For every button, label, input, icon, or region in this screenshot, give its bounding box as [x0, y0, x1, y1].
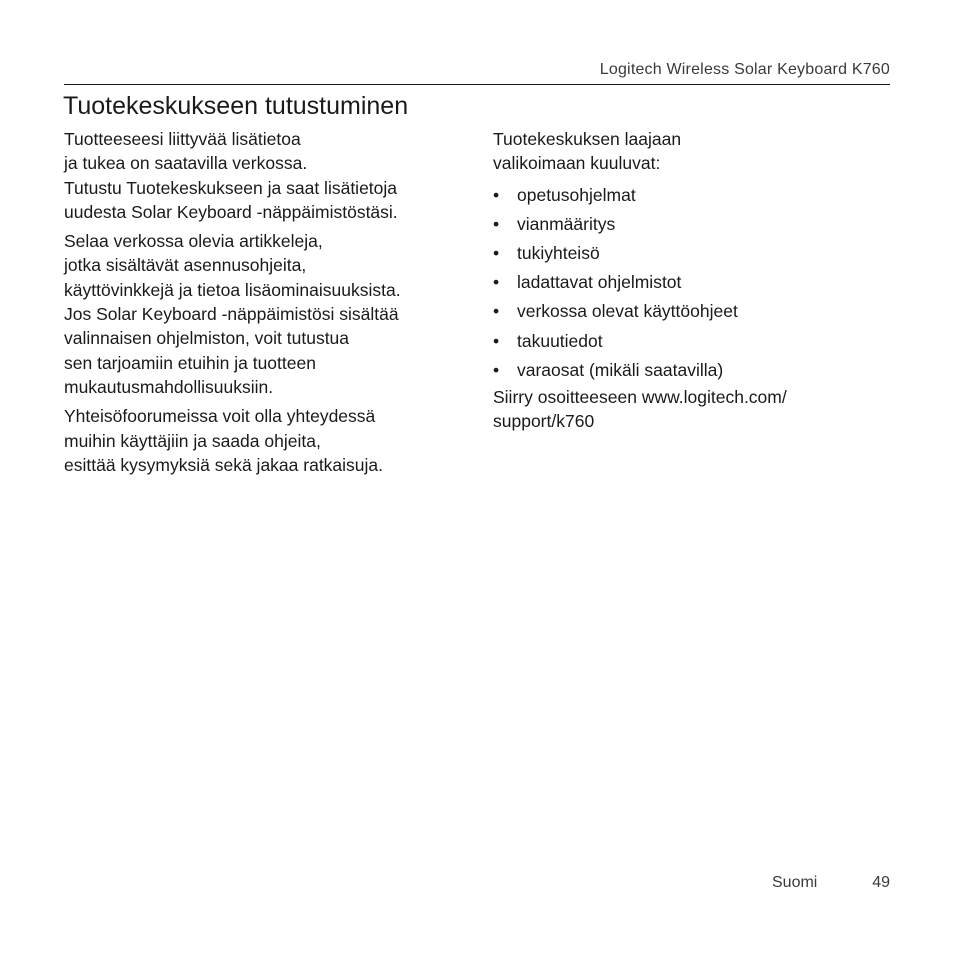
text-line: Tutustu Tuotekeskukseen ja saat lisätietoja — [64, 177, 398, 198]
page-number: 49 — [872, 874, 890, 891]
text-line: uudesta Solar Keyboard -näppäimistöstäsi. — [64, 201, 398, 222]
text-line: valinnaisen ohjelmiston, voit tutustua — [64, 328, 350, 349]
text-line: ja tukea on saatavilla verkossa. — [64, 153, 308, 174]
list-item: • ladattavat ohjelmistot — [493, 268, 893, 297]
text-line: muihin käyttäjiin ja saada ohjeita, — [64, 430, 321, 451]
paragraph-intro — [64, 127, 474, 224]
text-line: Siirry osoitteeseen www.logitech.com/ — [493, 386, 787, 407]
paragraph-articles — [64, 229, 474, 399]
list-item: • vianmääritys — [493, 210, 893, 239]
paragraph-selection-intro — [493, 127, 893, 176]
text-line: sen tarjoamiin etuihin ja tuotteen — [64, 352, 316, 373]
left-column — [64, 127, 474, 482]
header-product-title: Logitech Wireless Solar Keyboard K760 — [599, 61, 890, 78]
paragraph-forums — [64, 404, 474, 477]
list-item: • opetusohjelmat — [493, 181, 893, 210]
text-line: Yhteisöfoorumeissa voit olla yhteydessä — [64, 406, 376, 427]
text-line: esittää kysymyksiä sekä jakaa ratkaisuja. — [64, 454, 384, 475]
footer-language: Suomi — [772, 874, 818, 891]
text-line: Selaa verkossa olevia artikkeleja, — [64, 231, 323, 252]
text-line: käyttövinkkejä ja tietoa lisäominaisuuksista. — [64, 279, 401, 300]
list-item: • takuutiedot — [493, 327, 893, 356]
list-item: • verkossa olevat käyttöohjeet — [493, 297, 893, 326]
text-line: valikoimaan kuuluvat: — [493, 153, 661, 174]
text-line: Tuotteeseesi liittyvää lisätietoa — [64, 129, 301, 149]
text-line: mukautusmahdollisuuksiin. — [64, 376, 274, 397]
page-title: Tuotekeskukseen tutustuminen — [63, 92, 409, 120]
list-item: • tukiyhteisö — [493, 239, 893, 268]
text-line: Tuotekeskuksen laajaan — [493, 129, 682, 149]
text-line: support/k760 — [493, 411, 595, 432]
feature-list — [493, 181, 893, 385]
paragraph-support-link — [493, 385, 893, 434]
text-line: Jos Solar Keyboard -näppäimistösi sisältää — [64, 304, 399, 325]
text-line: jotka sisältävät asennusohjeita, — [64, 255, 307, 276]
list-item: • varaosat (mikäli saatavilla) — [493, 356, 893, 385]
right-column — [493, 127, 893, 439]
header-divider — [64, 84, 890, 85]
